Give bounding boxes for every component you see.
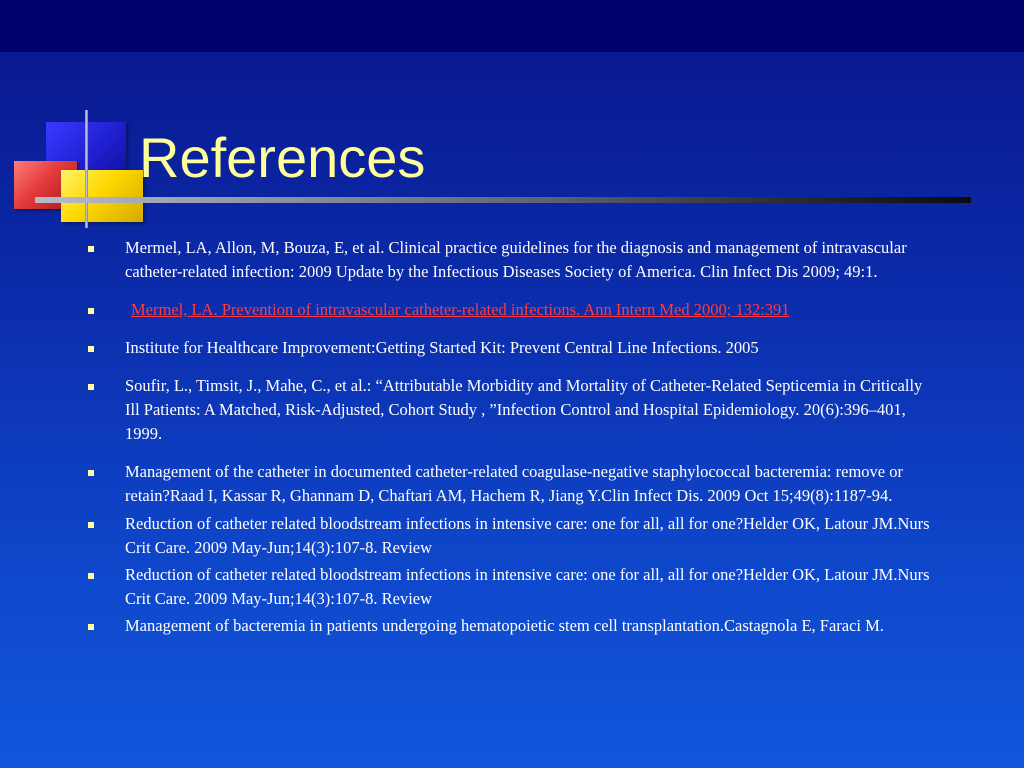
reference-text: Soufir, L., Timsit, J., Mahe, C., et al.: “Attributable Morbidity and Mortality of Catheter-Related Septicemia in Critically Ill Patients: A Matched, Risk-Adjusted, Cohort Study , ”Infection Control and Hospital Epidemiology. 20(6):396–401, 1999. [125,376,923,443]
reference-item [0,236,937,284]
reference-item [0,336,937,360]
reference-item [0,563,937,611]
bullet-icon [88,246,94,252]
color-squares-logo [0,0,160,240]
reference-text: Mermel, LA, Allon, M, Bouza, E, et al. Clinical practice guidelines for the diagnosis and management of intravascular catheter-related infection: 2009 Update by the Infectious Diseases Society of America. Clin Infect Dis 2009; 49:1. [125,238,907,281]
reference-text: Management of the catheter in documented catheter-related coagulase-negative staphylococcal bacteremia: remove or retain?Raad I, Kassar R, Ghannam D, Chaftari AM, Hachem R, Jiang Y.Clin Infect Dis. 2009 Oct 15;49(8):1187-94. [125,462,903,505]
reference-item [0,512,937,560]
bullet-icon [88,346,94,352]
title-underline [35,197,971,203]
bullet-icon [88,624,94,630]
reference-text: Reduction of catheter related bloodstream infections in intensive care: one for all, all for one?Helder OK, Latour JM.Nurs Crit Care. 2009 May-Jun;14(3):107-8. Review [125,514,930,557]
slide-title: References [139,126,426,189]
reference-text: Institute for Healthcare Improvement:Getting Started Kit: Prevent Central Line Infections. 2005 [125,338,759,357]
reference-item [0,298,937,322]
bullet-icon [88,573,94,579]
yellow-square [61,170,143,222]
reference-item [0,374,937,446]
bullet-icon [88,384,94,390]
reference-item [0,460,937,508]
reference-link[interactable]: Mermel, LA. Prevention of intravascular catheter-related infections. Ann Intern Med 2000; 132:391 [131,300,790,319]
vertical-rule [85,110,88,228]
reference-text: Management of bacteremia in patients undergoing hematopoietic stem cell transplantation.Castagnola E, Faraci M. [125,616,884,635]
bullet-icon [88,308,94,314]
reference-item [0,614,937,638]
reference-text: Reduction of catheter related bloodstream infections in intensive care: one for all, all for one?Helder OK, Latour JM.Nurs Crit Care. 2009 May-Jun;14(3):107-8. Review [125,565,930,608]
bullet-icon [88,470,94,476]
bullet-icon [88,522,94,528]
reference-list [0,236,1024,638]
